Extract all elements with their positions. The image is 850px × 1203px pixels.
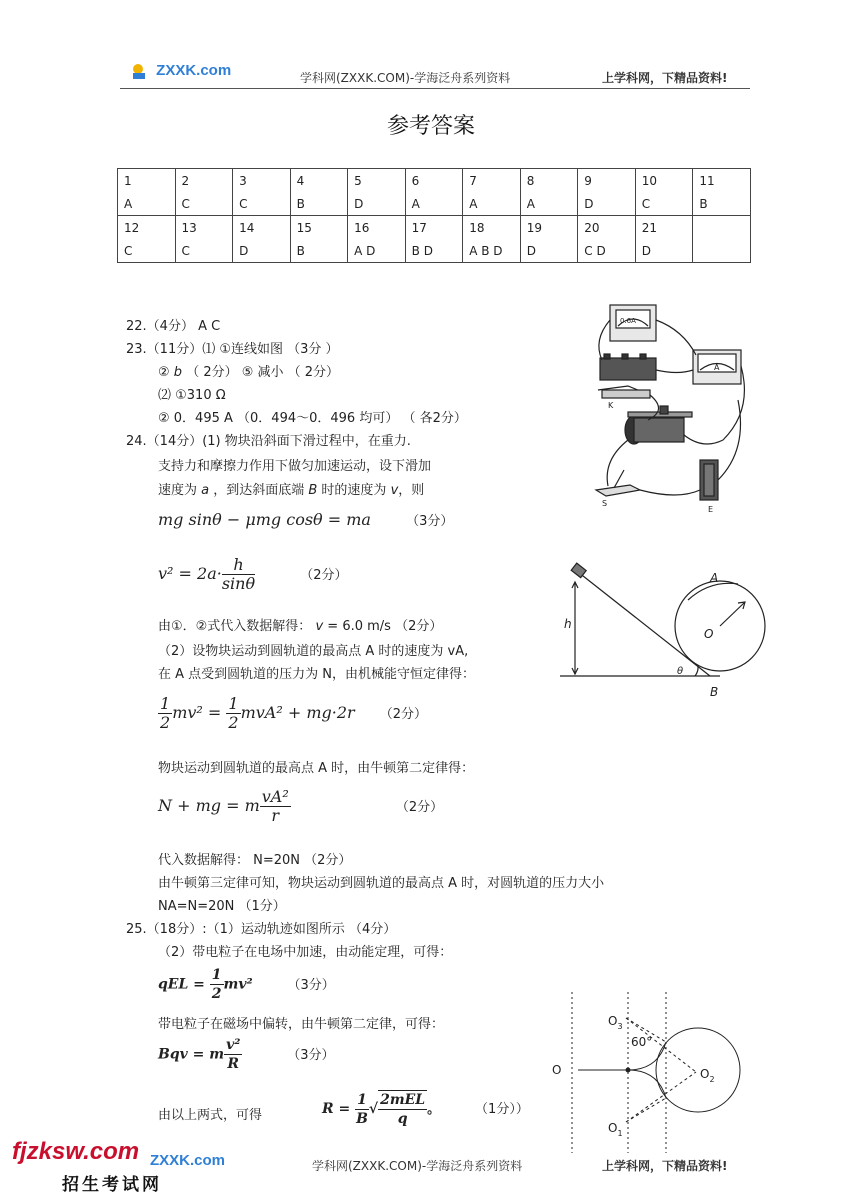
svg-text:O2 — [700, 1067, 715, 1084]
trajectory-figure — [548, 990, 758, 1155]
answer-cell: C — [635, 192, 693, 216]
answer-cell: D — [635, 239, 693, 263]
q23-line1: 23.（11分）⑴ ①连线如图 （3分 ） — [126, 342, 339, 357]
header-logo-text: ZXXK.com — [156, 62, 232, 79]
footer-center-text: 学科网(ZXXK.COM)-学海泛舟系列资料 — [312, 1159, 523, 1173]
answer-cell: 4 — [290, 169, 348, 193]
traj-o-label: O — [552, 1063, 562, 1077]
answer-cell: 9 — [578, 169, 636, 193]
svg-text:O1 — [608, 1121, 623, 1138]
answer-cell: 1 — [118, 169, 176, 193]
traj-o1-sub: 1 — [617, 1129, 623, 1138]
answer-cell: C — [233, 192, 291, 216]
answer-cell: 17 — [405, 216, 463, 240]
answer-choice-row — [118, 239, 751, 263]
answer-cell: D — [520, 239, 578, 263]
header-logo — [130, 62, 231, 80]
answer-cell: C — [175, 239, 233, 263]
header-rule — [120, 88, 750, 89]
page-title: 参考答案 — [387, 114, 476, 139]
answer-cell: 12 — [118, 216, 176, 240]
q23-line4: ② 0．495 A （0．494～0．496 均可） （ 各2分） — [158, 411, 467, 426]
traj-o3-label: O — [608, 1014, 618, 1028]
answer-cell: 6 — [405, 169, 463, 193]
answer-cell: 14 — [233, 216, 291, 240]
q25-eq2: Bqv = m $\frac{\text{v²}}{R}$ （3分） — [158, 1037, 335, 1072]
answer-cell: B D — [405, 239, 463, 263]
q24-eq2: v² = 2a· $\frac{h}{\sin\theta}$ （2分） — [158, 555, 348, 593]
watermark-tagline: 招生考试网 — [62, 1175, 162, 1195]
circuit-e-label: E — [708, 505, 714, 514]
q25-line4: 由以上两式，可得 — [158, 1108, 263, 1123]
answer-cell: 18 — [463, 216, 521, 240]
answer-cell: A — [520, 192, 578, 216]
q24-line4: 由①．②式代入数据解得： v = 6.0 m/s （2分） — [158, 619, 443, 634]
answer-cell: D — [578, 192, 636, 216]
answer-cell: 3 — [233, 169, 291, 193]
answer-cell: A D — [348, 239, 406, 263]
answer-cell: A — [405, 192, 463, 216]
header-center-text: 学科网(ZXXK.COM)-学海泛舟系列资料 — [300, 71, 511, 85]
svg-text:O3 — [608, 1014, 623, 1031]
q25-line3: 带电粒子在磁场中偏转，由牛顿第二定律，可得： — [158, 1017, 445, 1032]
q24-line9: 由牛顿第三定律可知，物块运动到圆轨道的最高点 A 时，对圆轨道的压力大小 — [158, 876, 605, 891]
watermark-site: fjzksw.com — [12, 1138, 140, 1165]
q24-eq1: mg sinθ − μmg cosθ = ma （3分） — [158, 510, 454, 529]
answer-number-row — [118, 169, 751, 193]
answer-cell: C — [175, 192, 233, 216]
answer-cell: 2 — [175, 169, 233, 193]
q24-line7: 物块运动到圆轨道的最高点 A 时，由牛顿第二定律得： — [158, 761, 475, 776]
header-right-text: 上学科网，下精品资料! — [602, 71, 728, 85]
answer-cell: C — [118, 239, 176, 263]
answer-cell: D — [233, 239, 291, 263]
answer-cell: 20 — [578, 216, 636, 240]
q24-line5: （2）设物块运动到圆轨道的最高点 A 时的速度为 vA, — [158, 644, 469, 659]
q24-line6: 在 A 点受到圆轨道的压力为 N，由机械能守恒定律得： — [158, 667, 476, 682]
circuit-right-meter-label: A — [714, 363, 720, 372]
footer-logo: ZXXK.com — [150, 1152, 226, 1169]
answer-cell: B — [290, 239, 348, 263]
logo-figure-icon — [130, 62, 152, 80]
answer-cell: D — [348, 192, 406, 216]
answer-cell: 13 — [175, 216, 233, 240]
incline-o-label: O — [704, 627, 714, 641]
q24-line1: 24.（14分）(1) 物块沿斜面下滑过程中，在重力. — [126, 434, 411, 449]
answer-cell: B — [290, 192, 348, 216]
answer-cell: 7 — [463, 169, 521, 193]
answer-cell: 10 — [635, 169, 693, 193]
answer-cell: B — [693, 192, 751, 216]
q25-line1: 25.（18分）:（1）运动轨迹如图所示 （4分） — [126, 922, 397, 937]
incline-a-label: A — [710, 571, 719, 585]
answer-cell: C D — [578, 239, 636, 263]
incline-b-label: B — [710, 685, 719, 699]
traj-o3-sub: 3 — [617, 1022, 623, 1031]
answer-cell: A B D — [463, 239, 521, 263]
traj-o2-sub: 2 — [709, 1075, 715, 1084]
q24-line8: 代入数据解得： N=20N （2分） — [158, 853, 352, 868]
circuit-meter-label: 0.6A — [620, 317, 636, 325]
answer-cell: 8 — [520, 169, 578, 193]
circuit-switch-label: K — [608, 401, 614, 410]
traj-o1-label: O — [608, 1121, 618, 1135]
trajectory-entry-dot — [626, 1068, 631, 1073]
q24-line10: NA=N=20N （1分） — [158, 899, 286, 914]
incline-h-label: h — [564, 617, 572, 631]
answer-cell: 21 — [635, 216, 693, 240]
footer-right-text: 上学科网，下精品资料! — [602, 1159, 728, 1173]
incline-theta-label: θ — [677, 666, 684, 677]
answer-cell: 16 — [348, 216, 406, 240]
q24-eq3: $\frac{1}{2}$ mv² = $\frac{1}{2}$ mvA² + mg·2r （2分） — [160, 694, 428, 732]
answer-cell: 19 — [520, 216, 578, 240]
answer-cell — [693, 239, 751, 263]
answer-cell: 5 — [348, 169, 406, 193]
q25-eq3: R = $\frac{1}{B}$ √ $\frac{\text{2mEL}}{q}$ 。 （1分）） — [322, 1091, 529, 1127]
incline-figure — [560, 562, 775, 702]
answer-choice-row — [118, 192, 751, 216]
q25-line2: （2）带电粒子在电场中加速，由动能定理，可得： — [158, 945, 453, 960]
answer-cell: A — [118, 192, 176, 216]
answer-cell: A — [463, 192, 521, 216]
answer-cell: 11 — [693, 169, 751, 193]
q23-line2: ② b （ 2分） ⑤ 减小 （ 2分） — [158, 365, 340, 380]
q24-line2: 支持力和摩擦力作用下做匀加速运动，设下滑加 — [158, 459, 432, 474]
q23-line3: ⑵ ①310 Ω — [158, 388, 226, 403]
traj-o2-label: O — [700, 1067, 710, 1081]
answer-cell: 15 — [290, 216, 348, 240]
answer-table — [117, 168, 751, 263]
circuit-s-label: S — [602, 499, 608, 508]
q25-eq1: qEL = $\frac{1}{2}$ mv² （3分） — [158, 967, 335, 1002]
answer-cell — [693, 216, 751, 240]
header — [0, 0, 850, 95]
q22-line: 22.（4分） A C — [126, 319, 221, 334]
traj-angle-label: 60° — [631, 1035, 653, 1049]
q24-eq4: N + mg = m $\frac{\text{vA²}}{r}$ （2分） — [158, 787, 444, 825]
circuit-figure — [588, 300, 753, 518]
q24-line3: 速度为 a ，到达斜面底端 B 时的速度为 v，则 — [158, 483, 425, 498]
answer-number-row — [118, 216, 751, 240]
